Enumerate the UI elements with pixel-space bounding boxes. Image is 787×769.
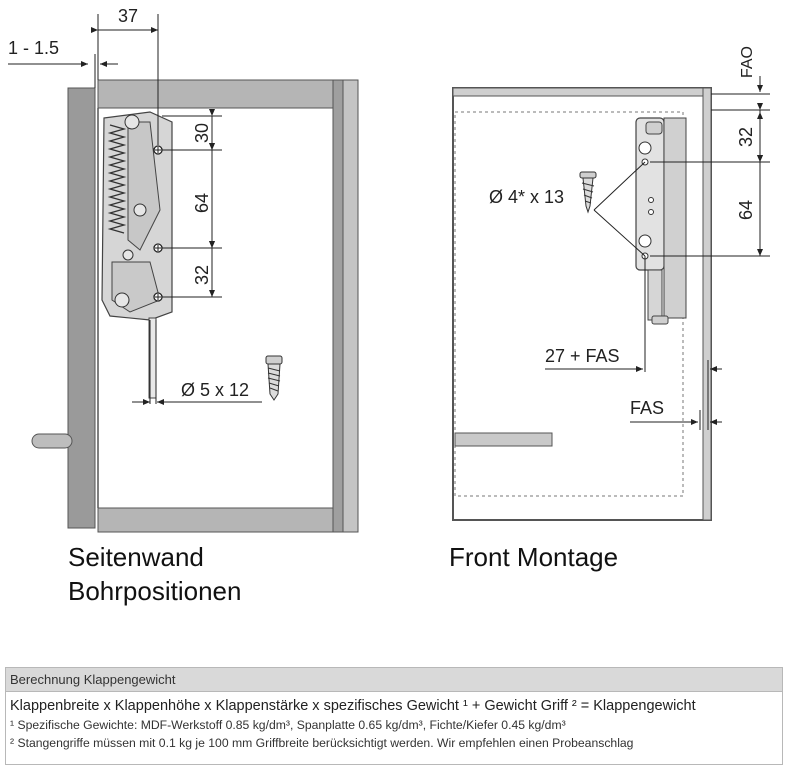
right-figure (453, 46, 770, 520)
door-handle (32, 434, 72, 448)
cabinet-bottom-board (98, 508, 334, 532)
door-panel (68, 88, 95, 528)
drill-hole (154, 146, 162, 154)
info-box (5, 667, 783, 765)
left-caption-line2: Bohrpositionen (68, 576, 242, 606)
dim-37-label: 37 (117, 6, 139, 26)
mounting-plate (636, 118, 664, 270)
front-shelf (455, 433, 552, 446)
dim-32-label: 32 (192, 264, 212, 286)
dim-fas-label: FAS (630, 398, 665, 418)
right-caption: Front Montage (449, 542, 619, 572)
info-box-header: Berechnung Klappengewicht (6, 668, 782, 692)
weight-formula: Klappenbreite x Klappenhöhe x Klappenstärke x spezifisches Gewicht ¹ + Gewicht Griff ² = Klappengewicht (10, 698, 696, 714)
left-figure (8, 6, 358, 532)
footnote-2: ² Stangengriffe müssen mit 0.1 kg je 100 mm Griffbreite berücksichtigt werden. Wir empfehlen einen Probeanschlag (10, 736, 634, 750)
dim-gap-label: 1 - 1.5 (8, 38, 60, 58)
dim-30-label: 30 (192, 122, 212, 144)
drill-hole (154, 244, 162, 252)
left-caption-line1: Seitenwand (68, 542, 204, 572)
cabinet-back-panel (333, 80, 343, 532)
dim-64-label: 64 (192, 192, 212, 214)
screw-icon (266, 356, 282, 400)
dim-27fas-label: 27 + FAS (545, 346, 620, 366)
screw-label-right: Ø 4* x 13 (489, 187, 565, 207)
cabinet-top-board (98, 80, 334, 108)
dim-64-right-label: 64 (736, 199, 756, 221)
cabinet-back-panel-2 (343, 80, 358, 532)
info-box-body (6, 692, 782, 752)
dim-fao-label: FAO (739, 45, 756, 79)
dim-32-right-label: 32 (736, 126, 756, 148)
footnote-1: ¹ Spezifische Gewichte: MDF-Werkstoff 0.85 kg/dm³, Spanplatte 0.65 kg/dm³, Fichte/Kiefer 0.45 kg/dm³ (10, 718, 566, 732)
drill-hole (154, 293, 162, 301)
screw-label-left: Ø 5 x 12 (181, 380, 250, 400)
